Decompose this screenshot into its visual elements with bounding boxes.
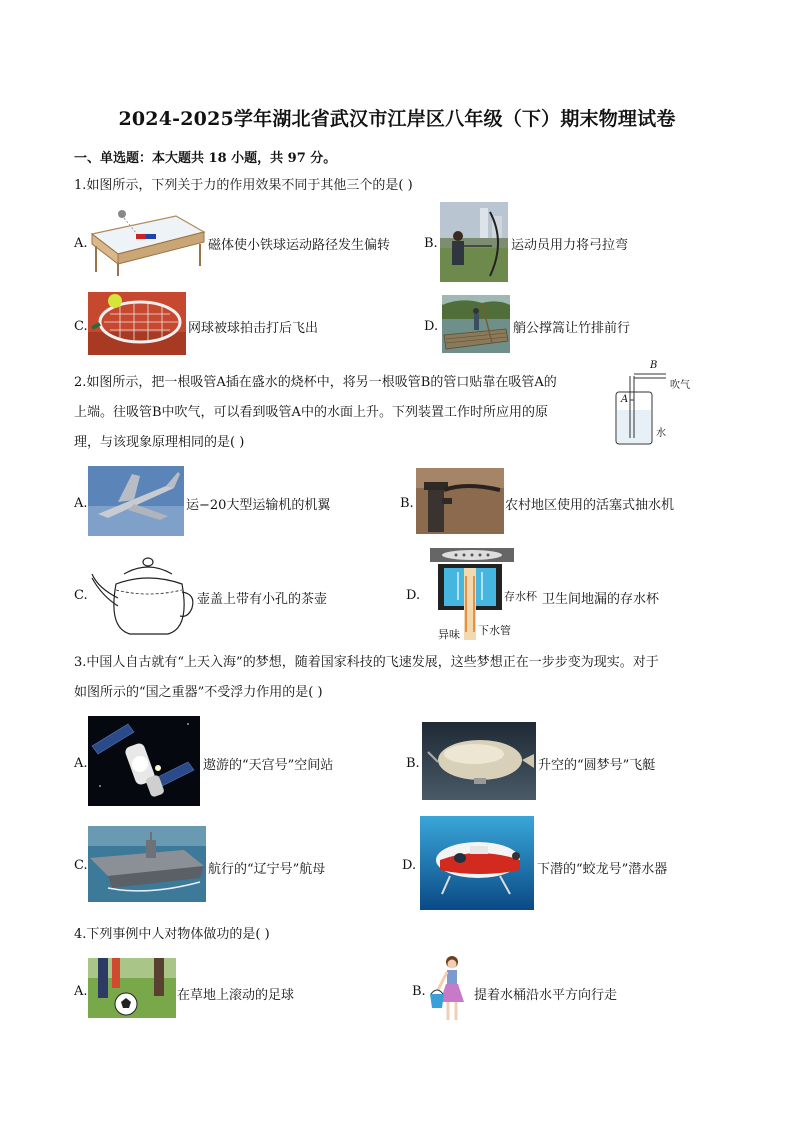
q1-option-b-text: 运动员用力将弓拉弯 xyxy=(511,238,629,253)
q3-option-d-text: 下潜的“蛟龙号”潜水器 xyxy=(537,862,668,877)
woman-carrying-bucket-image xyxy=(428,954,472,1026)
magnet-table-image xyxy=(88,206,206,278)
q1-option-a-letter: A. xyxy=(74,236,88,251)
q1-option-b-letter: B. xyxy=(424,236,438,251)
straw-b-label: B xyxy=(650,360,658,371)
q2-option-d-letter: D. xyxy=(406,588,421,603)
floor-drain-diagram xyxy=(426,546,537,641)
water-label: 水 xyxy=(656,428,666,439)
q2-option-a-text: 运−20大型运输机的机翼 xyxy=(186,498,331,513)
q4-option-a-letter: A. xyxy=(74,984,88,999)
q3-option-b-text: 升空的“圆梦号”飞艇 xyxy=(538,758,656,773)
q2-option-b-letter: B. xyxy=(400,496,414,511)
archer-image xyxy=(440,202,508,282)
question-2-stem-line3: 理，与该现象原理相同的是( ) xyxy=(74,435,245,450)
hand-pump-image xyxy=(416,468,504,534)
q3-option-b-letter: B. xyxy=(406,756,420,771)
straw-a-label: A xyxy=(621,394,629,405)
drain-cup-label: 存水杯 xyxy=(504,590,537,603)
q3-option-d-letter: D. xyxy=(402,858,417,873)
straw-experiment-diagram xyxy=(606,360,696,450)
q3-option-a-letter: A. xyxy=(74,756,88,771)
question-2-stem-line2: 上端。往吸管B中吹气，可以看到吸管A中的水面上升。下列装置工作时所应用的原 xyxy=(74,405,548,420)
q1-option-d-text: 艄公撑篙让竹排前行 xyxy=(513,321,631,336)
drain-smell-label: 异味 xyxy=(438,628,460,641)
drain-pipe-label: 下水管 xyxy=(478,624,511,637)
q1-option-a-text: 磁体使小铁球运动路径发生偏转 xyxy=(208,238,391,253)
q3-option-a-text: 遨游的“天宫号”空间站 xyxy=(203,758,334,773)
q4-option-b-text: 提着水桶沿水平方向行走 xyxy=(474,988,618,1003)
q2-option-b-text: 农村地区使用的活塞式抽水机 xyxy=(505,498,675,513)
question-3-stem-line2: 如图所示的“国之重器”不受浮力作用的是( ) xyxy=(74,685,323,700)
airship-image xyxy=(422,722,536,800)
space-station-image xyxy=(88,716,200,806)
q2-option-a-letter: A. xyxy=(74,496,88,511)
q4-option-a-text: 在草地上滚动的足球 xyxy=(177,988,295,1003)
question-4-stem: 4.下列事例中人对物体做功的是( ) xyxy=(74,927,270,942)
exam-title: 2024-2025学年湖北省武汉市江岸区八年级（下）期末物理试卷 xyxy=(118,108,676,130)
bamboo-raft-image xyxy=(442,295,510,353)
q3-option-c-text: 航行的“辽宁号”航母 xyxy=(208,862,326,877)
blow-label: 吹气 xyxy=(670,380,690,391)
question-1-stem: 1.如图所示，下列关于力的作用效果不同于其他三个的是( ) xyxy=(74,178,413,193)
q1-option-d-letter: D. xyxy=(424,319,439,334)
q3-option-c-letter: C. xyxy=(74,858,88,873)
section-heading: 一、单选题：本大题共 18 小题，共 97 分。 xyxy=(74,151,337,166)
q1-option-c-letter: C. xyxy=(74,319,88,334)
q1-option-c-text: 网球被球拍击打后飞出 xyxy=(188,321,319,336)
football-image xyxy=(88,958,176,1018)
question-2-stem-line1: 2.如图所示，把一根吸管A插在盛水的烧杯中，将另一根吸管B的管口贴靠在吸管A的 xyxy=(74,375,557,390)
teapot-image xyxy=(88,554,196,638)
submersible-image xyxy=(420,816,534,910)
transport-aircraft-image xyxy=(88,466,184,536)
q2-option-c-text: 壶盖上带有小孔的茶壶 xyxy=(197,592,328,607)
q2-option-d-text: 卫生间地漏的存水杯 xyxy=(542,592,660,607)
question-3-stem-line1: 3.中国人自古就有“上天入海”的梦想，随着国家科技的飞速发展，这些梦想正在一步步变为现实。对于 xyxy=(74,655,659,670)
tennis-racket-image xyxy=(88,292,186,355)
q2-option-c-letter: C. xyxy=(74,588,88,603)
aircraft-carrier-image xyxy=(88,826,206,902)
q4-option-b-letter: B. xyxy=(412,984,426,999)
